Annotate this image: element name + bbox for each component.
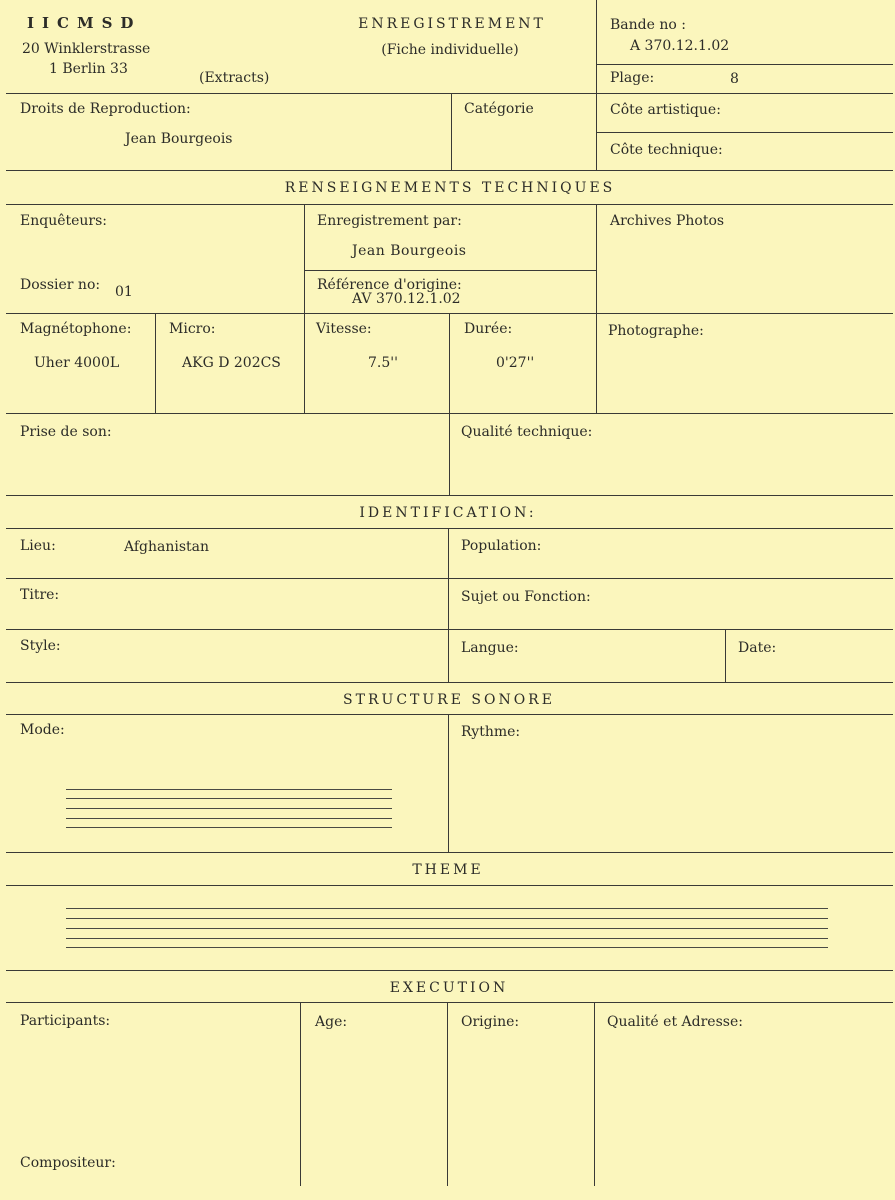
section-title-technique: RENSEIGNEMENTS TECHNIQUES [284,180,616,196]
vrule-categorie-left [451,93,452,170]
section-title-identification: IDENTIFICATION: [359,505,537,521]
vrule-qualite-left [449,413,450,495]
address-line-2: 1 Berlin 33 [49,61,128,77]
rule-cote-mid [597,132,893,133]
vitesse-value: 7.5'' [368,355,398,371]
extracts-note: (Extracts) [199,70,270,86]
mode-staff-line [66,818,392,819]
cote-technique-label: Côte technique: [610,142,723,158]
address-line-1: 20 Winklerstrasse [22,41,151,57]
lieu-value: Afghanistan [124,539,210,555]
theme-staff-line [66,908,828,909]
duree-label: Durée: [464,321,513,337]
form-title: ENREGISTREMENT [358,16,546,32]
duree-value: 0'27'' [496,355,535,371]
vrule-archives-left [596,204,597,413]
population-label: Population: [461,538,542,554]
theme-staff-line [66,918,828,919]
enregistrement-par-value: Jean Bourgeois [352,243,467,259]
bande-value: A 370.12.1.02 [630,38,730,54]
magnetophone-label: Magnétophone: [20,321,132,337]
vrule-origine-left [447,1002,448,1186]
vrule-cote-left [596,93,597,170]
compositeur-label: Compositeur: [20,1155,116,1171]
qualite-adresse-label: Qualité et Adresse: [607,1014,743,1030]
vrule-rythme-left [448,714,449,852]
origine-label: Origine: [461,1014,520,1030]
rule-execution-title-bottom [6,1002,893,1003]
vrule-duree-left [449,313,450,413]
rule-theme-title-bottom [6,885,893,886]
section-title-theme: THEME [412,862,484,878]
rule-ident-title-top [6,495,893,496]
rule-lieu-bottom [6,578,893,579]
participants-label: Participants: [20,1013,111,1029]
rule-header-bottom [6,93,893,94]
vrule-micro-left [155,313,156,413]
mode-staff-line [66,827,392,828]
mode-label: Mode: [20,722,65,738]
categorie-label: Catégorie [464,101,534,117]
titre-label: Titre: [20,587,60,603]
vrule-ident-mid [448,528,449,682]
rule-mode-bottom [6,852,893,853]
archives-label: Archives Photos [610,213,725,229]
rule-tech-title-bottom [6,204,893,205]
vitesse-label: Vitesse: [316,321,372,337]
theme-staff-line [66,947,828,948]
prise-label: Prise de son: [20,424,112,440]
mode-staff-line [66,808,392,809]
enregistrement-par-label: Enregistrement par: [317,213,462,229]
enqueteurs-label: Enquêteurs: [20,213,108,229]
droits-label: Droits de Reproduction: [20,101,191,117]
magnetophone-value: Uher 4000L [34,355,120,371]
langue-label: Langue: [461,640,519,656]
rule-plage-top [597,64,893,65]
vrule-qualite-adresse-left [594,1002,595,1186]
theme-staff-line [66,938,828,939]
sujet-label: Sujet ou Fonction: [461,589,591,605]
dossier-label: Dossier no: [20,277,101,293]
org-name: IICMSD [27,14,142,32]
plage-label: Plage: [610,70,655,86]
droits-value: Jean Bourgeois [125,131,233,147]
micro-label: Micro: [169,321,216,337]
vrule-age-left [300,1002,301,1186]
rule-enreg-mid [304,270,596,271]
reference-label: Référence d'origine: [317,277,462,293]
dossier-value: 01 [115,284,133,300]
reference-value: AV 370.12.1.02 [352,291,461,307]
section-title-execution: EXECUTION [389,980,509,996]
section-title-structure: STRUCTURE SONORE [343,692,555,708]
theme-staff-line [66,928,828,929]
cote-artistique-label: Côte artistique: [610,102,721,118]
rule-style-bottom [6,682,893,683]
lieu-label: Lieu: [20,538,56,554]
vrule-header-right [596,0,597,93]
rule-rights-bottom [6,170,893,171]
plage-value: 8 [730,71,739,87]
style-label: Style: [20,638,61,654]
date-label: Date: [738,640,777,656]
mode-staff-line [66,798,392,799]
photographe-label: Photographe: [608,323,704,339]
rythme-label: Rythme: [461,724,521,740]
vrule-date-left [725,629,726,682]
qualite-technique-label: Qualité technique: [461,424,593,440]
rule-titre-bottom [6,629,893,630]
vrule-enreg-left [304,204,305,413]
age-label: Age: [315,1014,348,1030]
form-subtitle: (Fiche individuelle) [381,42,519,58]
bande-label: Bande no : [610,17,686,33]
rule-ident-title-bottom [6,528,893,529]
rule-theme-bottom [6,970,893,971]
micro-value: AKG D 202CS [182,355,281,371]
mode-staff-line [66,789,392,790]
rule-structure-title-bottom [6,714,893,715]
